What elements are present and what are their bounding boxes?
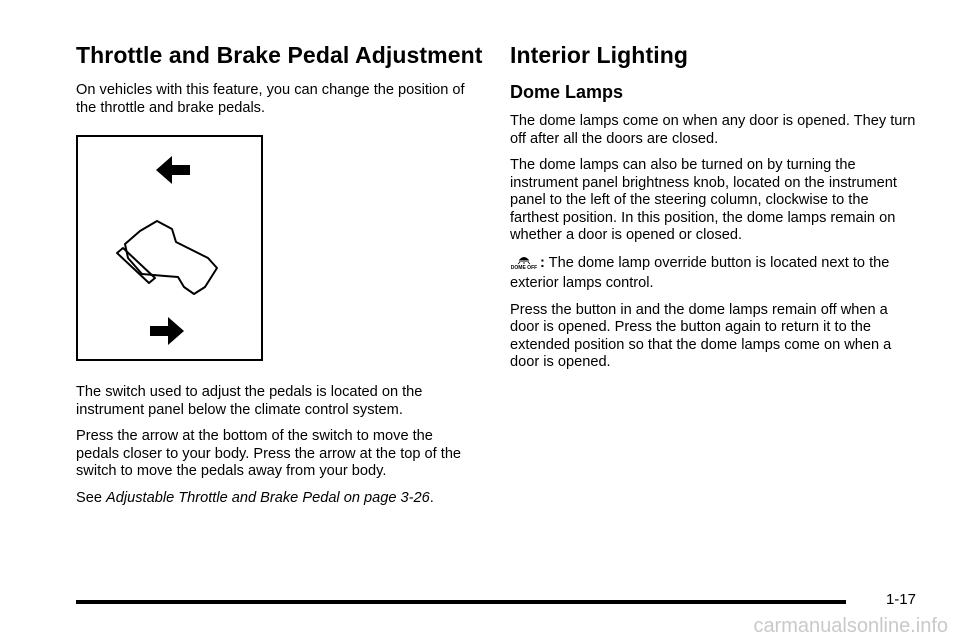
see-reference-paragraph (76, 490, 476, 508)
section-title-pedal-adjustment: Throttle and Brake Pedal Adjustment (76, 42, 483, 68)
pedal-icon (117, 221, 217, 294)
dome-lamps-paragraph-2: The dome lamps can also be turned on by turning the instrument panel brightness knob, located on the instrument panel to the left of the steering column, clockwise to the farthest position. In this position, the dome lamps remain on whether a door is opened or closed. (510, 157, 897, 243)
watermark: carmanualsonline.info (753, 615, 948, 637)
arrow-left-icon (156, 156, 190, 184)
dome-override-text: The dome lamp override button is located next to the exterior lamps control. (510, 254, 890, 291)
left-column (76, 42, 483, 516)
arrow-right-icon (150, 317, 184, 345)
dome-button-paragraph: Press the button in and the dome lamps remain off when a door is opened. Press the button again to return it to the extended position so that the dome lamps come on when a door is opened. (510, 301, 892, 370)
right-column (510, 42, 920, 381)
switch-location-paragraph: The switch used to adjust the pedals is located on the instrument panel below the climate control system. (76, 384, 423, 418)
dome-off-caption: DOME OFF (510, 264, 538, 270)
intro-paragraph: On vehicles with this feature, you can change the position of the throttle and brake pedals. (76, 82, 465, 116)
dome-lamps-paragraph-1: The dome lamps come on when any door is opened. They turn off after all the doors are closed. (510, 113, 916, 147)
dome-override-paragraph (510, 254, 920, 293)
page-number: 1-17 (885, 591, 916, 608)
footer-rule (76, 600, 846, 604)
dome-off-icon (510, 254, 538, 276)
cross-reference-link[interactable]: Adjustable Throttle and Brake Pedal on page 3‑26 (106, 489, 430, 506)
pedal-switch-illustration (78, 137, 261, 359)
switch-usage-paragraph: Press the arrow at the bottom of the switch to move the pedals closer to your body. Press the arrow at the top of the switch to move the pedals away from your body. (76, 428, 462, 479)
subsection-title-dome-lamps: Dome Lamps (510, 82, 624, 102)
icon-colon: : (540, 254, 545, 271)
pedal-switch-figure (76, 135, 263, 361)
see-prefix: See (76, 489, 107, 506)
see-suffix: . (429, 489, 434, 506)
section-title-interior-lighting: Interior Lighting (510, 42, 689, 68)
